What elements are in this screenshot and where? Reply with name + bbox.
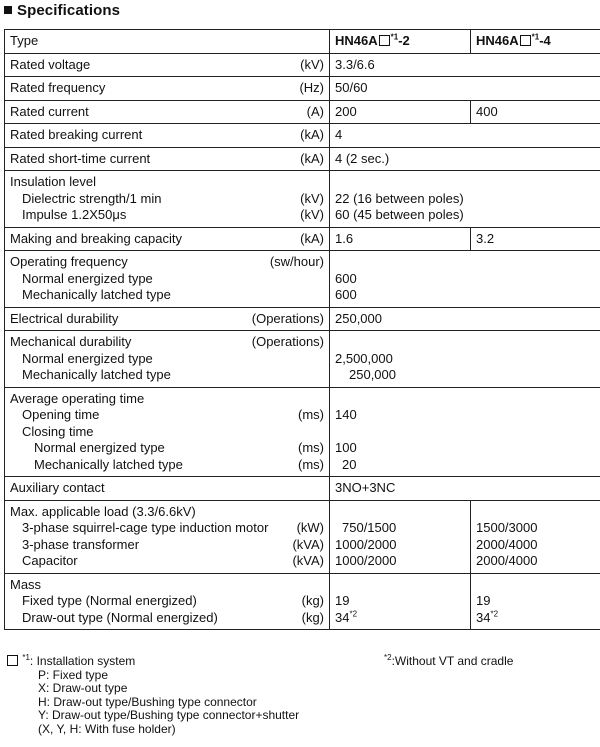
table-row — [5, 307, 600, 331]
table-row — [5, 147, 600, 171]
table-cell: Rated current (A) — [5, 100, 330, 124]
blank-square-icon — [520, 35, 531, 46]
table-cell: 1500/3000 2000/4000 2000/4000 — [471, 500, 600, 573]
table-cell: Average operating time Opening time (ms) Closing time Normal energized type (ms) Mechanically latched type (ms) — [5, 387, 330, 477]
table-cell: Auxiliary contact — [5, 477, 330, 501]
model-4-header: HN46A $^{*1}$-4 — [471, 30, 600, 54]
table-row — [5, 53, 600, 77]
table-cell: 19 34$^{*2}$ — [471, 573, 600, 630]
table-row — [5, 387, 600, 477]
section-title — [4, 2, 120, 19]
footnote-installation-system: $^{*1}$: Installation system P: Fixed type X: Draw-out type H: Draw-out type/Bushing type connector Y: Draw-out type/Bushing type connector+shutter (X, Y, H: With fuse holder) — [6, 655, 299, 736]
model-2-header: HN46A $^{*1}$-2 — [330, 30, 471, 54]
table-cell: 4 — [330, 124, 600, 148]
table-cell: 3.3/6.6 — [330, 53, 600, 77]
section-title-text: Specifications — [17, 2, 121, 19]
table-row — [5, 100, 600, 124]
table-cell: 3NO+3NC — [330, 477, 600, 501]
table-cell: 3.2 — [471, 227, 600, 251]
blank-square-icon — [379, 35, 390, 46]
type-header-cell: Type — [5, 30, 330, 54]
table-cell: 400 — [471, 100, 600, 124]
footnote-item: Y: Draw-out type/Bushing type connector+shutter — [38, 708, 300, 722]
table-cell: 22 (16 between poles) 60 (45 between poles) — [330, 171, 600, 228]
table-cell: 140 100 20 — [330, 387, 600, 477]
table-cell: 200 — [330, 100, 471, 124]
table-cell: 750/1500 1000/2000 1000/2000 — [330, 500, 471, 573]
table-cell: Max. applicable load (3.3/6.6kV) 3-phase squirrel-cage type induction motor (kW) 3-phase transformer (kVA) Capacitor (kVA) — [5, 500, 330, 573]
table-row — [5, 227, 600, 251]
table-header-row — [5, 30, 600, 54]
table-row — [5, 171, 600, 228]
table-cell: Electrical durability (Operations) — [5, 307, 330, 331]
table-cell: Making and breaking capacity (kA) — [5, 227, 330, 251]
footnote-item: H: Draw-out type/Bushing type connector — [38, 694, 257, 709]
table-cell: Mass Fixed type (Normal energized) (kg) Draw-out type (Normal energized) (kg) — [5, 573, 330, 630]
table-cell: Rated voltage (kV) — [5, 53, 330, 77]
table-cell: Rated short-time current (kA) — [5, 147, 330, 171]
table-cell: 19 34$^{*2}$ — [330, 573, 471, 630]
table-row — [5, 77, 600, 101]
table-cell: 50/60 — [330, 77, 600, 101]
table-row — [5, 477, 600, 501]
table-row — [5, 500, 600, 573]
footnote-item: P: Fixed type — [38, 667, 109, 682]
footnote-without-vt: $^{*2}$:Without VT and cradle — [384, 653, 514, 668]
footnote-item: (X, Y, H: With fuse holder) — [38, 721, 176, 736]
square-bullet-icon — [4, 6, 12, 14]
table-cell: 1.6 — [330, 227, 471, 251]
table-cell: 250,000 — [330, 307, 600, 331]
table-cell: Insulation level Dielectric strength/1 min (kV) Impulse 1.2X50μs (kV) — [5, 171, 330, 228]
specifications-table — [4, 29, 600, 630]
table-cell: Operating frequency (sw/hour) Normal energized type Mechanically latched type — [5, 251, 330, 308]
table-row — [5, 331, 600, 388]
footnote-item: X: Draw-out type — [38, 681, 128, 695]
table-cell: 2,500,000 250,000 — [330, 331, 600, 388]
table-cell: 4 (2 sec.) — [330, 147, 600, 171]
table-row — [5, 124, 600, 148]
blank-square-icon — [7, 655, 18, 666]
table-cell: Rated frequency (Hz) — [5, 77, 330, 101]
table-row — [5, 573, 600, 630]
table-cell: 600 600 — [330, 251, 600, 308]
table-cell: Mechanical durability (Operations) Normal energized type Mechanically latched type — [5, 331, 330, 388]
table-row — [5, 251, 600, 308]
table-cell: Rated breaking current (kA) — [5, 124, 330, 148]
